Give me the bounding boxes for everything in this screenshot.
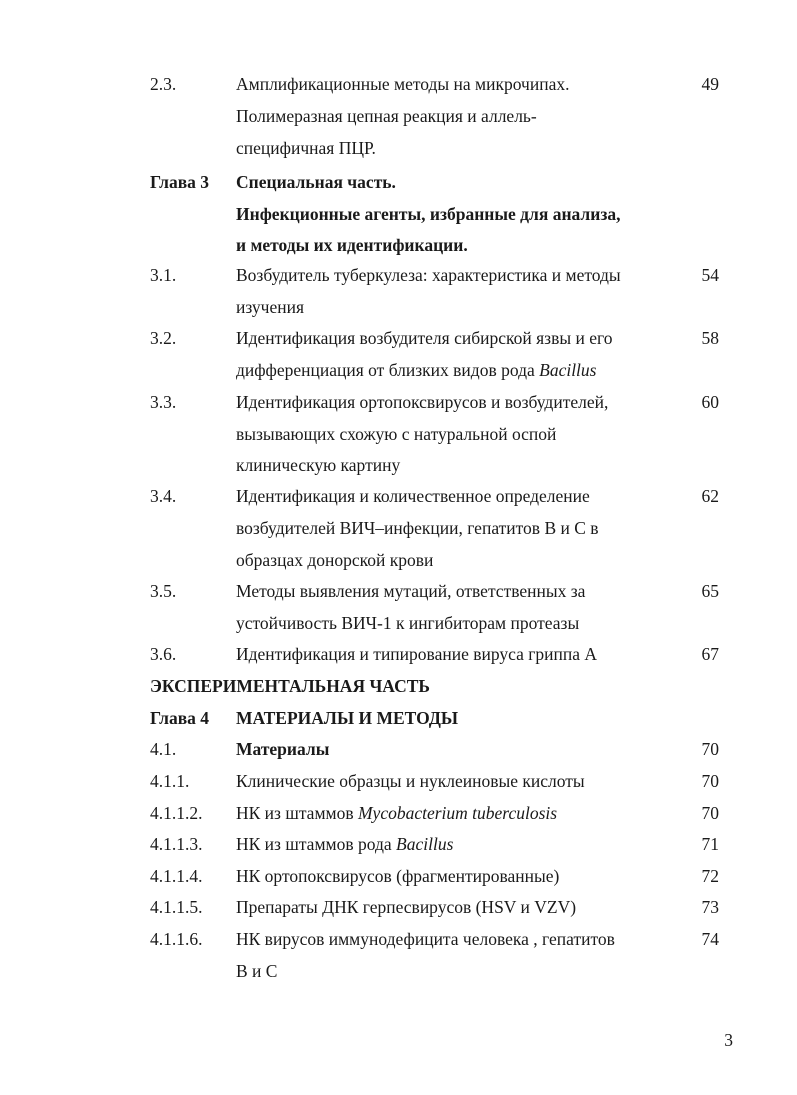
entry-title-italic: Bacillus	[539, 360, 597, 380]
entry-number: 4.1.1.	[150, 771, 190, 791]
toc-entry-3-2	[0, 322, 797, 354]
toc-part-experimental	[0, 670, 797, 702]
toc-entry-3-4	[0, 480, 797, 512]
toc-chapter-3-line3	[0, 229, 797, 261]
entry-title: Идентификация и количественное определение	[236, 486, 590, 506]
entry-title-text: НК из штаммов рода	[236, 834, 397, 854]
entry-title: клиническую картину	[236, 455, 401, 475]
entry-title: Полимеразная цепная реакция и аллель-	[236, 106, 537, 126]
entry-title	[236, 828, 453, 860]
toc-entry-3-5	[0, 575, 797, 607]
toc-entry-2-3	[0, 68, 797, 100]
entry-page: 70	[701, 739, 719, 759]
entry-page: 73	[701, 897, 719, 917]
entry-title: В и С	[236, 961, 278, 981]
chapter-title: и методы их идентификации.	[236, 235, 468, 255]
toc-entry-3-1-line2	[0, 291, 797, 323]
entry-title	[236, 354, 596, 386]
entry-page: 71	[701, 834, 719, 854]
entry-page: 49	[701, 74, 719, 94]
toc-entry-2-3-line2	[0, 100, 797, 132]
entry-title: специфичная ПЦР.	[236, 138, 376, 158]
entry-number: 3.1.	[150, 265, 177, 285]
entry-page: 74	[701, 929, 719, 949]
toc-entry-4-1-1-6-line2	[0, 955, 797, 987]
toc-chapter-3-line2	[0, 198, 797, 230]
entry-number: 3.4.	[150, 486, 177, 506]
entry-page: 54	[701, 265, 719, 285]
toc-entry-4-1-1-4	[0, 860, 797, 892]
entry-title: Амплификационные методы на микрочипах.	[236, 74, 570, 94]
entry-page: 72	[701, 866, 719, 886]
entry-title: Возбудитель туберкулеза: характеристика и методы	[236, 265, 621, 285]
entry-title: Клинические образцы и нуклеиновые кислоты	[236, 771, 585, 791]
entry-title: НК вирусов иммунодефицита человека , гепатитов	[236, 929, 615, 949]
entry-title: устойчивость ВИЧ-1 к ингибиторам протеазы	[236, 613, 580, 633]
toc-entry-3-1	[0, 259, 797, 291]
entry-title: Методы выявления мутаций, ответственных за	[236, 581, 586, 601]
entry-title: вызывающих схожую с натуральной оспой	[236, 424, 557, 444]
entry-title-text: НК из штаммов	[236, 803, 358, 823]
entry-title: образцах донорской крови	[236, 550, 434, 570]
entry-title-italic: Mycobacterium tuberculosis	[357, 803, 558, 823]
entry-number: 3.6.	[150, 644, 177, 664]
entry-title: изучения	[236, 297, 305, 317]
entry-title: НК ортопоксвирусов (фрагментированные)	[236, 866, 560, 886]
chapter-title: Инфекционные агенты, избранные для анализа,	[236, 204, 621, 224]
toc-chapter-4	[0, 702, 797, 734]
entry-title-text: дифференциация от близких видов рода	[236, 360, 540, 380]
toc-entry-4-1	[0, 733, 797, 765]
entry-title: Идентификация ортопоксвирусов и возбудителей,	[236, 392, 609, 412]
chapter-title: МАТЕРИАЛЫ И МЕТОДЫ	[236, 708, 459, 728]
entry-title	[236, 797, 557, 829]
entry-page: 62	[701, 486, 719, 506]
entry-number: 4.1.1.3.	[150, 834, 203, 854]
chapter-title: Специальная часть.	[236, 172, 396, 192]
toc-entry-3-3-line3	[0, 449, 797, 481]
toc-entry-3-3-line2	[0, 418, 797, 450]
entry-title: возбудителей ВИЧ–инфекции, гепатитов В и С в	[236, 518, 599, 538]
entry-page: 58	[701, 328, 719, 348]
part-title: ЭКСПЕРИМЕНТАЛЬНАЯ ЧАСТЬ	[150, 676, 430, 696]
entry-number: 3.3.	[150, 392, 177, 412]
entry-title: Идентификация возбудителя сибирской язвы и его	[236, 328, 613, 348]
entry-number: 4.1.1.5.	[150, 897, 203, 917]
toc-entry-4-1-1-3	[0, 828, 797, 860]
entry-title: Материалы	[236, 739, 330, 759]
entry-number: 4.1.1.4.	[150, 866, 203, 886]
entry-page: 65	[701, 581, 719, 601]
toc-chapter-3	[0, 166, 797, 198]
entry-number: 2.3.	[150, 74, 177, 94]
entry-page: 67	[701, 644, 719, 664]
entry-title: Идентификация и типирование вируса гриппа А	[236, 644, 598, 664]
entry-number: 3.5.	[150, 581, 177, 601]
toc-entry-3-5-line2	[0, 607, 797, 639]
toc-entry-4-1-1-2	[0, 797, 797, 829]
page-number: 3	[724, 1030, 733, 1050]
entry-title: Препараты ДНК герпесвирусов (HSV и VZV)	[236, 897, 577, 917]
toc-entry-3-4-line3	[0, 544, 797, 576]
toc-entry-3-3	[0, 386, 797, 418]
entry-page: 60	[701, 392, 719, 412]
entry-number: 4.1.1.6.	[150, 929, 203, 949]
toc-entry-4-1-1-5	[0, 891, 797, 923]
toc-entry-3-2-line2	[0, 354, 797, 386]
chapter-number: Глава 4	[150, 708, 210, 728]
entry-number: 4.1.	[150, 739, 177, 759]
entry-page: 70	[701, 771, 719, 791]
chapter-number: Глава 3	[150, 172, 210, 192]
entry-page: 70	[701, 803, 719, 823]
entry-number: 4.1.1.2.	[150, 803, 203, 823]
toc-entry-4-1-1	[0, 765, 797, 797]
toc-entry-3-4-line2	[0, 512, 797, 544]
toc-entry-2-3-line3	[0, 132, 797, 164]
entry-title-italic: Bacillus	[396, 834, 454, 854]
toc-entry-3-6	[0, 638, 797, 670]
entry-number: 3.2.	[150, 328, 177, 348]
toc-entry-4-1-1-6	[0, 923, 797, 955]
